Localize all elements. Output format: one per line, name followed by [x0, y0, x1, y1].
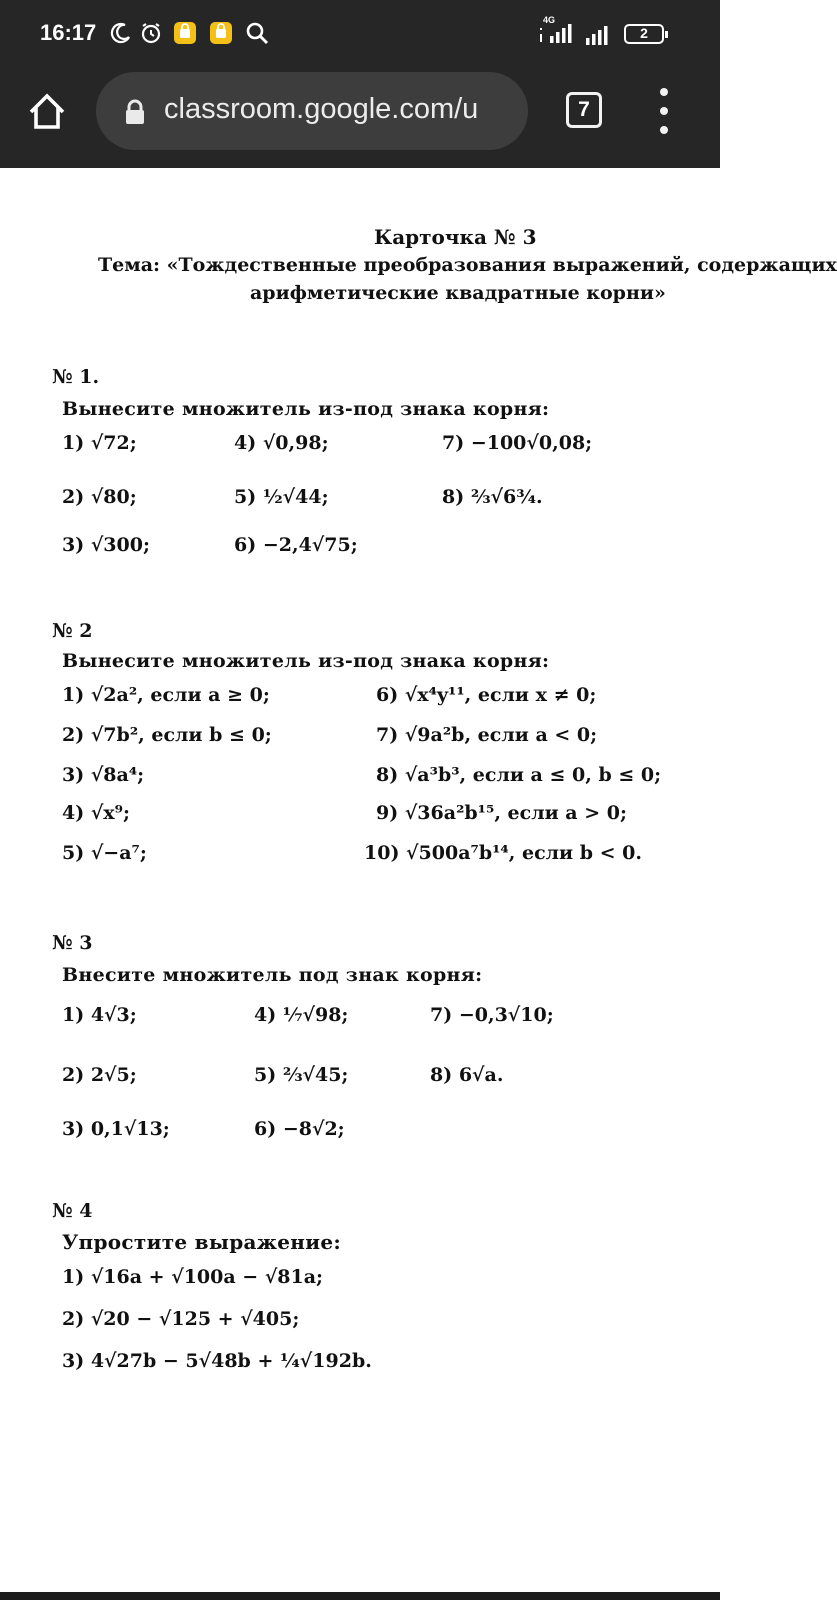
overflow-menu-button[interactable] — [648, 88, 680, 134]
task-2-instruction: Вынесите множитель из-под знака корня: — [62, 650, 550, 672]
task-2-item: 3) √8a⁴; — [62, 764, 145, 786]
task-3-item: 3) 0,1√13; — [62, 1118, 170, 1140]
task-1-item: 1) √72; — [62, 432, 137, 454]
task-3-item: 4) ⅐√98; — [254, 1004, 349, 1026]
task-1-item: 5) ½√44; — [234, 486, 329, 508]
task-2-item: 2) √7b², если b ≤ 0; — [62, 724, 272, 746]
task-1-item: 8) ⅔√6¾. — [442, 486, 543, 508]
task-1-item: 2) √80; — [62, 486, 137, 508]
task-2-item: 9) √36a²b¹⁵, если a > 0; — [376, 802, 627, 824]
task-4-item: 2) √20 − √125 + √405; — [62, 1308, 300, 1330]
notification-bag-icon — [172, 20, 198, 46]
status-bar — [0, 0, 720, 66]
address-bar[interactable] — [96, 72, 528, 150]
task-4-instruction: Упростите выражение: — [62, 1230, 342, 1254]
browser-toolbar — [0, 66, 720, 168]
task-3-instruction: Внесите множитель под знак корня: — [62, 964, 483, 986]
task-2-item: 6) √x⁴y¹¹, если x ≠ 0; — [376, 684, 597, 706]
network-type: 4G — [543, 15, 556, 25]
task-3-item: 5) ⅔√45; — [254, 1064, 349, 1086]
menu-dot-icon — [660, 107, 668, 115]
task-4-item: 3) 4√27b − 5√48b + ¼√192b. — [62, 1350, 372, 1372]
topic-line-2: арифметические квадратные корни» — [250, 282, 666, 304]
task-3-item: 2) 2√5; — [62, 1064, 137, 1086]
task-2-item: 5) √−a⁷; — [62, 842, 147, 864]
menu-dot-icon — [660, 88, 668, 96]
task-2-item: 7) √9a²b, если a < 0; — [376, 724, 598, 746]
task-1-instruction: Вынесите множитель из-под знака корня: — [62, 398, 550, 420]
card-title: Карточка № 3 — [374, 225, 537, 249]
url-text[interactable]: classroom.google.com/u — [164, 93, 479, 125]
task-4-item: 1) √16a + √100a − √81a; — [62, 1266, 324, 1288]
page-bottom-bar — [0, 1592, 720, 1600]
task-2-item: 8) √a³b³, если a ≤ 0, b ≤ 0; — [376, 764, 662, 786]
tab-switcher-button[interactable]: 7 — [566, 92, 602, 128]
notification-bag-icon-2 — [208, 20, 234, 46]
home-icon — [27, 92, 67, 130]
task-2-item: 10) √500a⁷b¹⁴, если b < 0. — [364, 842, 643, 864]
clock: 16:17 — [40, 20, 97, 45]
task-2-item: 1) √2a², если a ≥ 0; — [62, 684, 270, 706]
task-1-item: 7) −100√0,08; — [442, 432, 593, 454]
task-3-item: 6) −8√2; — [254, 1118, 345, 1140]
task-3-item: 8) 6√a. — [430, 1064, 504, 1086]
moon-icon — [108, 20, 134, 46]
battery-icon — [624, 24, 664, 44]
document-page — [0, 168, 837, 1600]
topic-line-1: Тема: «Тождественные преобразования выражений, содержащих — [98, 254, 837, 276]
task-3-number: № 3 — [52, 932, 93, 954]
task-1-number: № 1. — [52, 366, 100, 388]
task-3-item: 1) 4√3; — [62, 1004, 137, 1026]
task-2-number: № 2 — [52, 620, 93, 642]
task-2-item: 4) √x⁹; — [62, 802, 130, 824]
home-button[interactable] — [22, 86, 72, 136]
task-1-item: 6) −2,4√75; — [234, 534, 358, 556]
search-icon — [244, 20, 270, 46]
signal-icon — [584, 18, 616, 52]
menu-dot-icon — [660, 126, 668, 134]
task-1-item: 4) √0,98; — [234, 432, 329, 454]
lock-icon — [124, 99, 146, 129]
signal-4g-icon — [538, 16, 578, 50]
task-1-item: 3) √300; — [62, 534, 150, 556]
task-4-number: № 4 — [52, 1200, 93, 1222]
alarm-icon — [138, 20, 164, 46]
task-3-item: 7) −0,3√10; — [430, 1004, 554, 1026]
battery-level: 2 — [640, 25, 648, 41]
